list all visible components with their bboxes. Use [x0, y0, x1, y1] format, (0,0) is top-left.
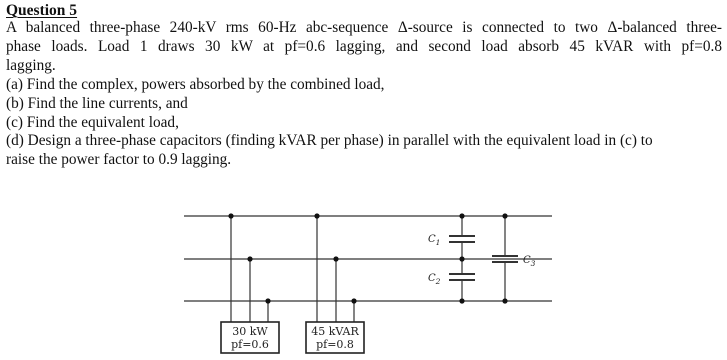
c3-label: [523, 255, 536, 268]
junction-dot: [502, 298, 507, 303]
question-part-d: (d) Design a three-phase capacitors (finding kVAR per phase) in parallel with the equivalent load in (c) to: [6, 132, 653, 150]
junction-dot: [459, 256, 464, 261]
c1-label: [428, 234, 440, 247]
junction-dot: [228, 213, 233, 218]
c2-label: [428, 273, 441, 286]
c1-label-letter: C: [428, 234, 436, 245]
c3-label-letter: C: [523, 255, 531, 266]
question-part-b: (b) Find the line currents, and: [6, 94, 188, 112]
junction-dot: [333, 256, 338, 261]
c3-label-subscript: 3: [530, 259, 536, 268]
question-line-3: lagging.: [6, 56, 56, 74]
junction-dot: [314, 213, 319, 218]
question-part-c: (c) Find the equivalent load,: [6, 113, 179, 131]
c1-label-subscript: 1: [435, 238, 441, 247]
c2-label-subscript: 2: [435, 277, 441, 286]
junction-dot: [247, 256, 252, 261]
question-line-2: phase loads. Load 1 draws 30 kW at pf=0.6 lagging, and second load absorb 45 kVAR with pf=0.8: [6, 37, 722, 55]
junction-dot: [351, 298, 356, 303]
question-title: Question 5: [6, 2, 78, 19]
question-part-d-continued: raise the power factor to 0.9 lagging.: [6, 151, 232, 169]
c2-label-letter: C: [428, 273, 436, 284]
question-line-1: A balanced three-phase 240-kV rms 60-Hz abc-sequence Δ-source is connected to two Δ-balanced three-: [6, 19, 722, 36]
load2-pf-label: pf=0.8: [316, 338, 354, 351]
junction-dot: [459, 298, 464, 303]
junction-dot: [459, 213, 464, 218]
load2-power-label: 45 kVAR: [311, 325, 359, 338]
load1-pf-label: pf=0.6: [231, 338, 269, 351]
question-part-a: (a) Find the complex, powers absorbed by the combined load,: [6, 75, 385, 93]
load1-power-label: 30 kW: [232, 325, 268, 338]
junction-dot: [265, 298, 270, 303]
junction-dot: [502, 213, 507, 218]
